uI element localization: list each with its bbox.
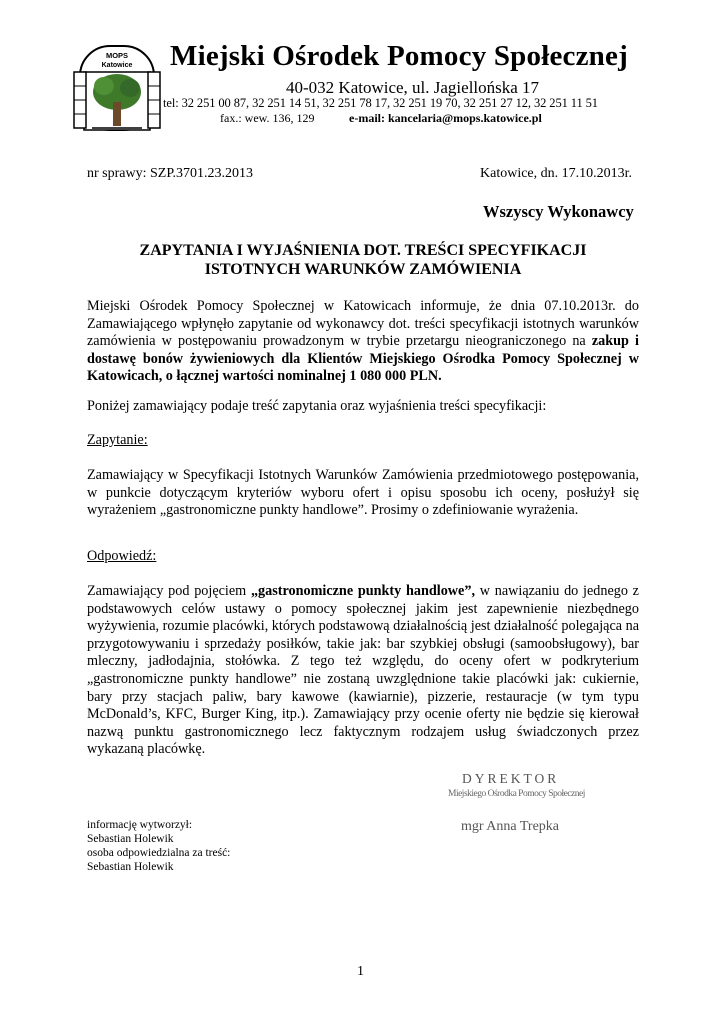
org-fax: fax.: wew. 136, 129 <box>220 111 315 125</box>
info-created-by: Sebastian Holewik <box>87 833 174 845</box>
signature-name: mgr Anna Trepka <box>461 819 559 834</box>
title-line-1: ZAPYTANIA I WYJAŚNIENIA DOT. TREŚCI SPECYFIKACJI <box>139 242 587 259</box>
logo-text-mops: MOPS <box>105 51 129 60</box>
intro-text: Miejski Ośrodek Pomocy Społecznej w Katowicach informuje, że dnia 07.10.2013r. do Zamawiającego wpłynęło zapytanie od wykonawcy dot. treści specyfikacji istotnych warunków zamówienia w postępowaniu prowadzonym w trybie przetargu nieograniczonego na <box>87 298 639 350</box>
org-email-link[interactable]: e-mail: kancelaria@mops.katowice.pl <box>349 111 542 125</box>
answer-term: „gastronomiczne punkty handlowe”, <box>250 583 475 599</box>
info-created-label: informację wytworzył: <box>87 819 193 831</box>
question-heading: Zapytanie: <box>87 432 148 448</box>
answer-body: w nawiązaniu do jednego z podstawowych celów ustawy o pomocy społecznej jakim jest zapewnienie niezbędnego wyżywienia, rozumie placówki, których podstawową działalnością jest działalność polegająca na przygotowywaniu i sprzedaży posiłków, takie jak: bar szybkiej obsługi (samoobsługowy), bar mleczny, jadłodajnia, stołówka. Z tego też względu, do oceny ofert w podkryterium „gastronomiczne punkty handlowe” nie zostaną uwzględnione takie placówki jak: cukiernie, bary przy stacjach paliw, bary kawowe (kawiarnie), pizzerie, restauracje (w tym typu McDonald’s, KFC, Burger King, itp.). Zamawiający przy ocenie oferty nie będzie się kierował nazwą punktu gastronomicznego lecz faktycznym rodzajem usług świadczonych przez wykazaną placówkę. <box>87 583 639 758</box>
org-address: 40-032 Katowice, ul. Jagiellońska 17 <box>286 78 540 97</box>
lead-paragraph: Poniżej zamawiający podaje treść zapytania oraz wyjaśnienia treści specyfikacji: <box>87 398 547 414</box>
case-number: nr sprawy: SZP.3701.23.2013 <box>87 166 254 181</box>
logo-text-city: Katowice <box>101 62 133 69</box>
page-number: 1 <box>357 964 364 979</box>
answer-lead: Zamawiający pod pojęciem <box>87 583 251 599</box>
info-responsible-person: Sebastian Holewik <box>87 861 174 873</box>
title-line-2: ISTOTNYCH WARUNKÓW ZAMÓWIENIA <box>204 261 522 278</box>
place-date: Katowice, dn. 17.10.2013r. <box>480 166 633 181</box>
question-paragraph: Zamawiający w Specyfikacji Istotnych Warunków Zamówienia przedmiotowego postępowania, w punkcie dotyczącym kryteriów wyboru ofert i opisu sposobu ich oceny, posłużył się wyrażeniem „gastronomiczne punkty handlowe”. Prosimy o zdefiniowanie wyrażenia. <box>87 467 639 519</box>
intro-subject: zakup i dostawę bonów żywieniowych dla Klientów Miejskiego Ośrodka Pomocy Społecznej w Katowicach, o łącznej wartości nominalnej 1 080 000 PLN. <box>87 333 639 385</box>
mops-logo <box>72 42 162 134</box>
addressee: Wszyscy Wykonawcy <box>483 202 634 221</box>
signature-subtitle: Miejskiego Ośrodka Pomocy Społecznej <box>448 789 585 799</box>
org-name: Miejski Ośrodek Pomocy Społecznej <box>170 40 628 72</box>
intro-paragraph <box>87 298 639 386</box>
answer-paragraph <box>87 583 639 759</box>
org-phone-numbers: tel: 32 251 00 87, 32 251 14 51, 32 251 78 17, 32 251 19 70, 32 251 27 12, 32 251 11 51 <box>163 96 598 110</box>
document-title <box>87 241 639 279</box>
signature-title: DYREKTOR <box>462 771 560 786</box>
answer-heading: Odpowiedź: <box>87 548 157 564</box>
info-responsible-label: osoba odpowiedzialna za treść: <box>87 847 231 859</box>
